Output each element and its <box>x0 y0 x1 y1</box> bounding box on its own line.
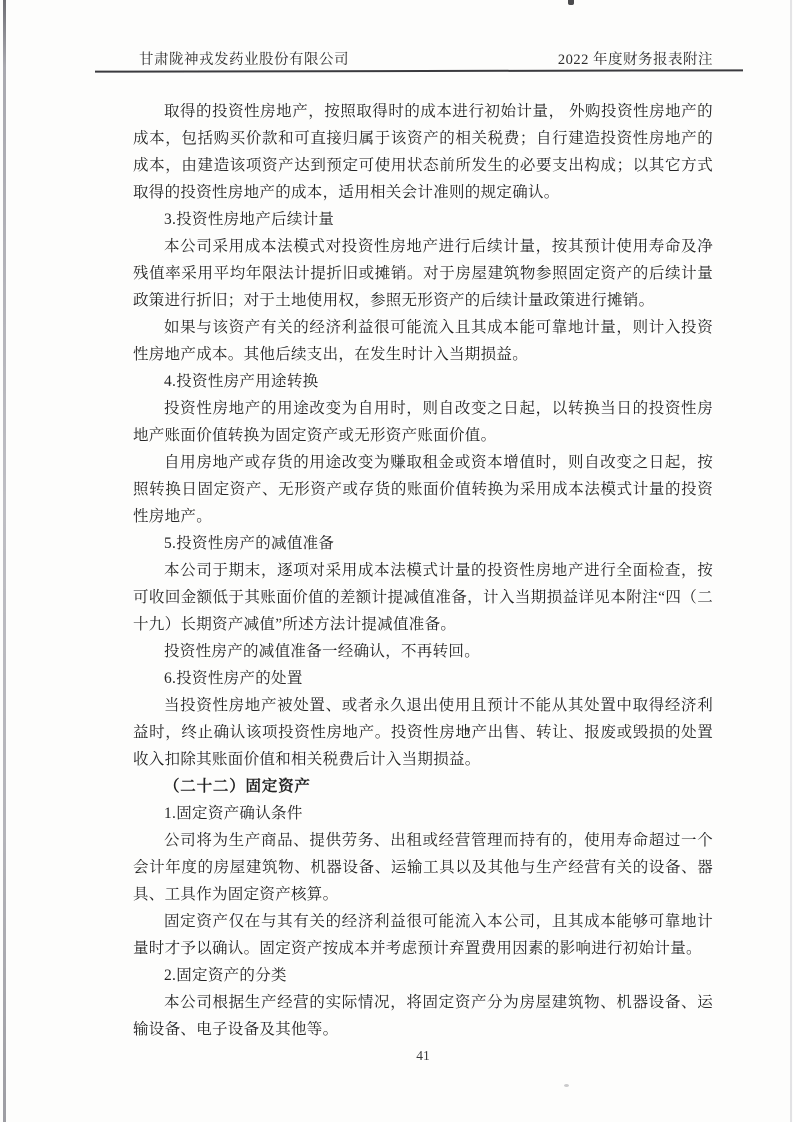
page-number: 41 <box>416 1048 430 1063</box>
scan-edge-right-artifact <box>790 0 792 1122</box>
subsection-heading: 6.投资性房产的处置 <box>164 670 303 687</box>
paragraph: 固定资产仅在与其有关的经济利益很可能流入本公司，且其成本能够可靠地计量时才予以确认。固定资产按成本并考虑预计弃置费用因素的影响进行初始计量。 <box>133 913 713 957</box>
subsection-heading: 3.投资性房地产后续计量 <box>164 211 335 228</box>
header-rule <box>95 69 743 72</box>
section-heading: （二十二）固定资产 <box>164 778 311 795</box>
subsection-heading: 1.固定资产确认条件 <box>164 805 303 822</box>
paragraph: 本公司采用成本法模式对投资性房地产进行后续计量，按其预计使用寿命及净残值率采用平均年限法计提折旧或摊销。对于房屋建筑物参照固定资产的后续计量政策进行折旧；对于土地使用权，参照无形资产的后续计量政策进行摊销。 <box>133 238 713 309</box>
subsection-heading: 2.固定资产的分类 <box>164 967 287 984</box>
scan-dot-bottom-artifact <box>564 1084 569 1087</box>
paragraph: 取得的投资性房地产，按照取得时的成本进行初始计量， 外购投资性房地产的成本，包括购买价款和可直接归属于该资产的相关税费；自行建造投资性房地产的成本，由建造该项资产达到预定可使用状态前所发生的必要支出构成；以其它方式取得的投资性房地产的成本，适用相关会计准则的规定确认。 <box>133 103 713 201</box>
paragraph: 投资性房地产的用途改变为自用时，则自改变之日起，以转换当日的投资性房地产账面价值转换为固定资产或无形资产账面价值。 <box>133 400 713 444</box>
scan-edge-left-artifact <box>3 0 6 1122</box>
document-body <box>133 98 713 1043</box>
paragraph: 本公司于期末，逐项对采用成本法模式计量的投资性房地产进行全面检查，按可收回金额低于其账面价值的差额计提减值准备，计入当期损益详见本附注“四（二十九）长期资产减值”所述方法计提减值准备。 <box>133 562 713 633</box>
paragraph: 公司将为生产商品、提供劳务、出租或经营管理而持有的，使用寿命超过一个会计年度的房屋建筑物、机器设备、运输工具以及其他与生产经营有关的设备、器具、工具作为固定资产核算。 <box>133 832 713 903</box>
paragraph: 自用房地产或存货的用途改变为赚取租金或资本增值时，则自改变之日起，按照转换日固定资产、无形资产或存货的账面价值转换为采用成本法模式计量的投资性房地产。 <box>133 454 713 525</box>
paragraph: 当投资性房地产被处置、或者永久退出使用且预计不能从其处置中取得经济利益时，终止确认该项投资性房地产。投资性房地产出售、转让、报废或毁损的处置收入扣除其账面价值和相关税费后计入当期损益。 <box>133 697 713 768</box>
paragraph: 本公司根据生产经营的实际情况，将固定资产分为房屋建筑物、机器设备、运输设备、电子设备及其他等。 <box>133 994 713 1038</box>
paragraph: 如果与该资产有关的经济利益很可能流入且其成本能可靠地计量，则计入投资性房地产成本。其他后续支出，在发生时计入当期损益。 <box>133 319 713 363</box>
page-header <box>139 48 713 69</box>
subsection-heading: 5.投资性房产的减值准备 <box>164 535 335 552</box>
paragraph: 投资性房产的减值准备一经确认，不再转回。 <box>164 643 481 660</box>
scan-speck-artifact <box>568 0 574 5</box>
subsection-heading: 4.投资性房产用途转换 <box>164 373 319 390</box>
header-company-name: 甘肃陇神戎发药业股份有限公司 <box>139 52 349 68</box>
header-document-title: 2022 年度财务报表附注 <box>557 52 713 68</box>
page-footer <box>133 1048 713 1064</box>
